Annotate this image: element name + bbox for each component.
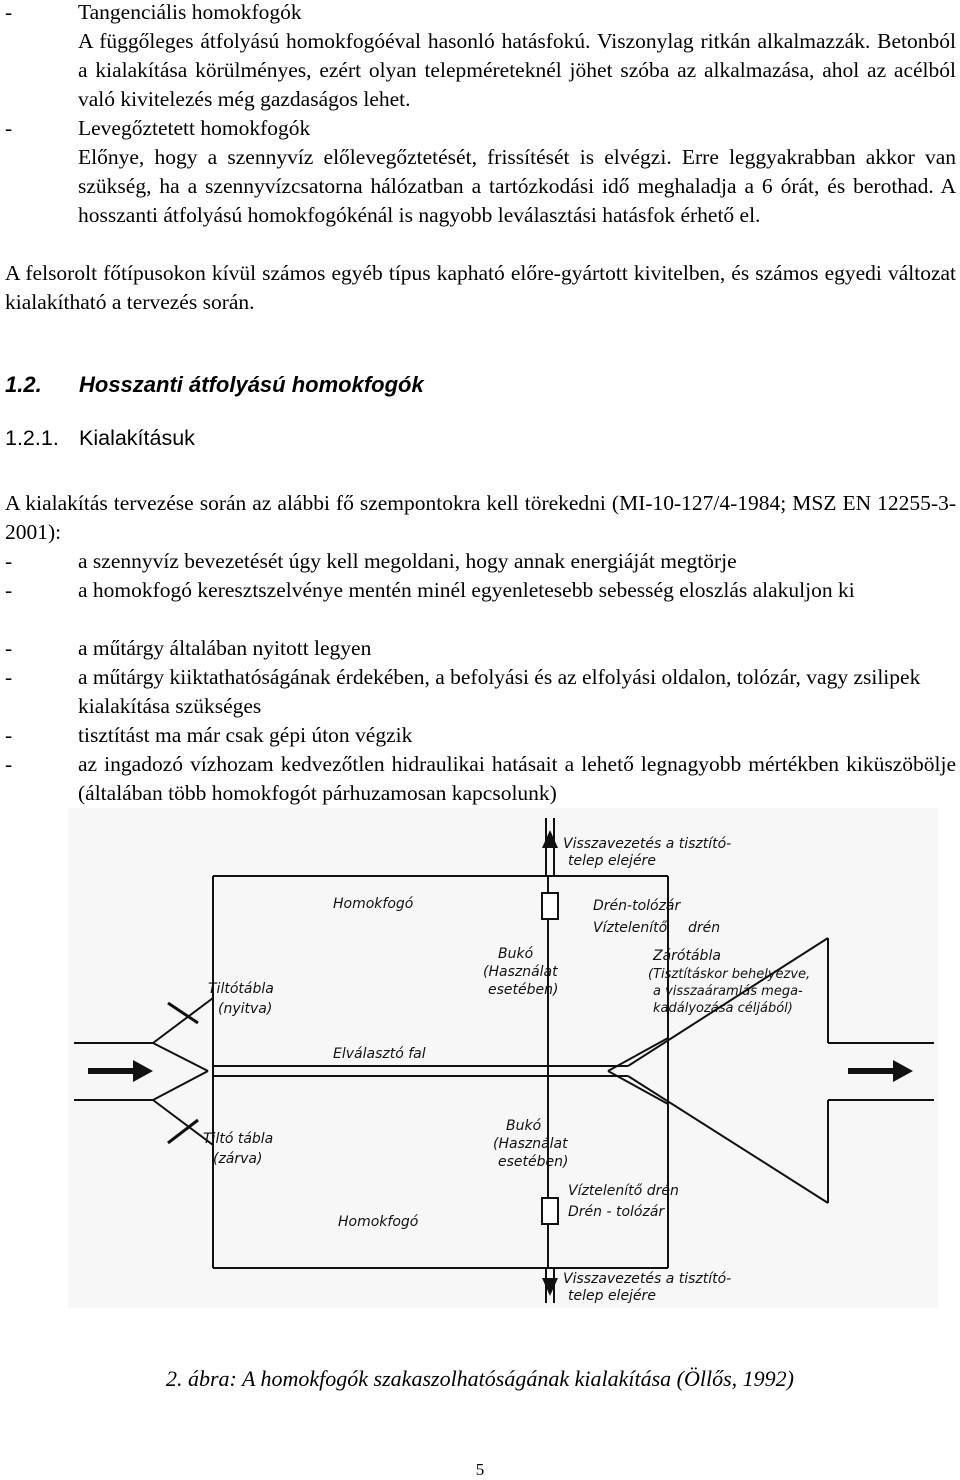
section-number: 1.2. <box>5 372 42 397</box>
bullet-dash: - <box>5 723 13 747</box>
design-point: a műtárgy általában nyitott legyen <box>78 636 372 660</box>
list-dash: - <box>5 116 13 140</box>
label-drain-outlet-top: drén <box>688 920 721 936</box>
figure-caption: 2. ábra: A homokfogók szakaszolhatóságának kialakítása (Öllős, 1992) <box>166 1366 794 1391</box>
list-item-body: Előnye, hogy a szennyvíz előlevegőztetését, frissítését is elvégzi. Erre leggyakrabban akkor van szükség, ha a szennyvízcsatorna hálózatban a tartózkodási idő meghaladja a 6 órát, és berothad. A hosszanti átfolyású homokfogókénál is nagyobb leválasztási hatásfok érhető el. <box>78 145 956 227</box>
page-number: 5 <box>475 1460 485 1479</box>
inflow-arrow-icon <box>88 1068 133 1074</box>
label-gate-closed: Tiltó tábla <box>203 1131 274 1147</box>
figure-background <box>68 808 938 1308</box>
list-item-title: Tangenciális homokfogók <box>78 0 302 24</box>
list-item-body: A függőleges átfolyású homokfogóéval hasonló hatásfokú. Viszonylag ritkán alkalmazzák. Betonból a kialakítása körülményes, ezért olyan telepméreteknél jöhet szóba az alkalmazása, ahol az acélból való kivitelezés még gazdaságos lehet. <box>78 29 956 111</box>
label-return-top: telep elejére <box>568 853 656 869</box>
label-weir-bottom: (Használat <box>493 1136 568 1152</box>
label-sand-trap-bottom: Homokfogó <box>338 1214 419 1230</box>
list-item-title: Levegőztetett homokfogók <box>78 116 311 140</box>
label-weir-top: Bukó <box>498 946 534 962</box>
bullet-dash: - <box>5 549 13 573</box>
label-drain-outlet-top: Víztelenítő <box>593 920 668 936</box>
label-return-bottom: Visszavezetés a tisztító- <box>563 1271 732 1287</box>
bullet-dash: - <box>5 578 13 602</box>
label-gate-closed: (zárva) <box>213 1151 263 1167</box>
label-closing-plate: kadályozása céljából) <box>653 1001 793 1016</box>
drain-valve-bottom-icon <box>542 1198 558 1224</box>
label-closing-plate: a visszaáramlás mega- <box>653 984 803 999</box>
design-point: tisztítást ma már csak gépi úton végzik <box>78 723 413 747</box>
design-point: a műtárgy kiiktathatóságának érdekében, a befolyási és az elfolyási oldalon, tolózár, vagy zsilipek kialakítása szükséges <box>78 665 921 718</box>
subsection-title: Kialakításuk <box>79 426 195 450</box>
label-sand-trap-top: Homokfogó <box>333 896 414 912</box>
label-drain-outlet-bottom: Víztelenítő drén <box>568 1183 679 1199</box>
subsection-number: 1.2.1. <box>5 426 59 450</box>
outflow-arrow-icon <box>848 1068 893 1074</box>
design-intro: A kialakítás tervezése során az alábbi fő szempontokra kell törekedni (MI-10-127/4-1984; MSZ EN 12255-3-2001): <box>5 491 956 544</box>
bullet-dash: - <box>5 636 13 660</box>
label-drain-valve-top: Drén-tolózár <box>593 898 681 914</box>
label-weir-top: esetében) <box>488 982 559 998</box>
sand-trap-diagram <box>68 808 938 1308</box>
design-point: a szennyvíz bevezetését úgy kell megoldani, hogy annak energiáját megtörje <box>78 549 737 573</box>
bullet-dash: - <box>5 752 13 776</box>
summary-paragraph: A felsorolt főtípusokon kívül számos egyéb típus kapható előre-gyártott kivitelben, és számos egyedi változat kialakítható a tervezés során. <box>5 261 956 314</box>
label-return-top: Visszavezetés a tisztító- <box>563 836 732 852</box>
label-drain-valve-bottom: Drén - tolózár <box>568 1204 665 1220</box>
label-gate-open: (nyitva) <box>218 1001 273 1017</box>
bullet-dash: - <box>5 665 13 689</box>
label-weir-top: (Használat <box>483 964 558 980</box>
label-gate-open: Tiltótábla <box>208 981 274 997</box>
label-weir-bottom: Bukó <box>506 1118 542 1134</box>
label-divider-wall: Elválasztó fal <box>333 1046 426 1062</box>
label-closing-plate: (Tisztításkor behelyezve, <box>648 967 811 982</box>
design-point: az ingadozó vízhozam kedvezőtlen hidraulikai hatásait a lehető legnagyobb mértékben kiküszöbölje (általában több homokfogót párhuzamosan kapcsolunk) <box>78 752 956 805</box>
design-point: a homokfogó keresztszelvénye mentén minél egyenletesebb sebesség eloszlás alakuljon ki <box>78 578 855 602</box>
drain-valve-top-icon <box>542 893 558 919</box>
label-return-bottom: telep elejére <box>568 1288 656 1304</box>
label-weir-bottom: esetében) <box>498 1154 569 1170</box>
list-dash: - <box>5 0 13 24</box>
label-closing-plate: Zárótábla <box>653 948 721 964</box>
section-title: Hosszanti átfolyású homokfogók <box>79 372 424 397</box>
